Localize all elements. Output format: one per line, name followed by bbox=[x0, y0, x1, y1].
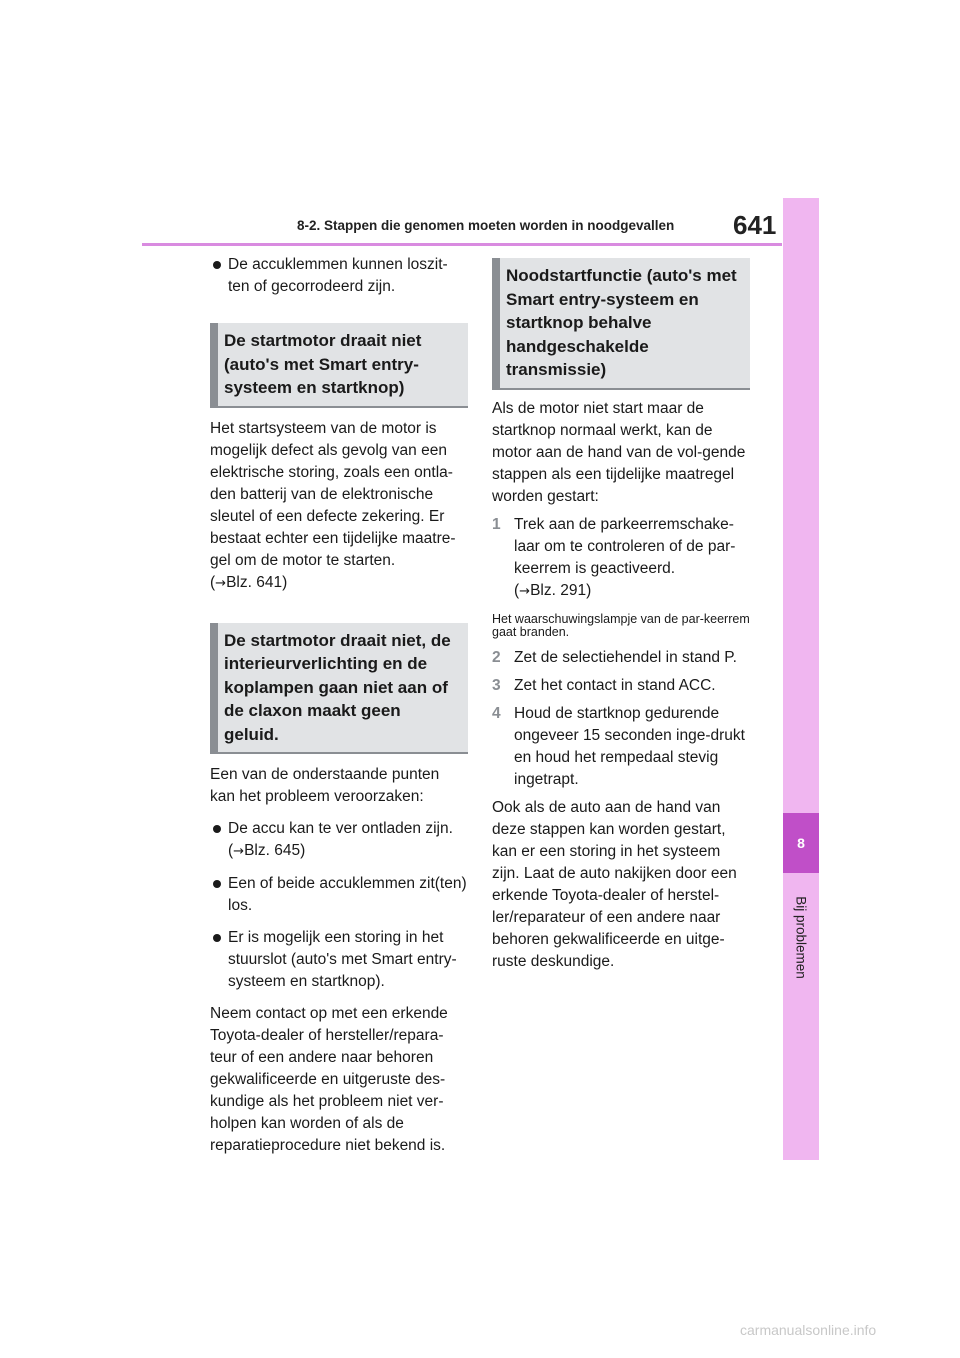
step1-ref-link[interactable]: Blz. 291) bbox=[530, 581, 592, 599]
step-4 bbox=[492, 703, 750, 791]
left-column bbox=[210, 250, 468, 1157]
step-2 bbox=[492, 647, 750, 669]
step-number: 2 bbox=[492, 648, 501, 666]
header-title: 8-2. Stappen die genomen moeten worden in noodgevallen bbox=[297, 218, 675, 233]
emergency-closing: Ook als de auto aan de hand van deze stappen kan worden gestart, kan er een storing in het systeem zijn. Laat de auto nakijken door een erkende Toyota-dealer of herstel-ler/reparateur of een andere naar behoren gekwalificeerde en uitge-ruste deskundige. bbox=[492, 798, 737, 970]
step-number: 3 bbox=[492, 676, 501, 694]
section1-reference: (→Blz. 641) bbox=[210, 573, 288, 591]
section-heading-emergency-start: Noodstartfunctie (auto's met Smart entry-systeem en startknop behalve handgeschakelde transmissie) bbox=[492, 258, 750, 390]
bullet-steering-lock: Er is mogelijk een storing in het stuurslot (auto's met Smart entry-systeem en startknop). bbox=[210, 927, 468, 993]
chapter-label: Bij problemen bbox=[793, 896, 809, 979]
emergency-intro: Als de motor niet start maar de startknop normaal werkt, kan de motor aan de hand van de vol-gende stappen als een tijdelijke maatregel worden gestart: bbox=[492, 399, 746, 505]
arrow-icon: → bbox=[215, 575, 227, 591]
step-text: Zet het contact in stand ACC. bbox=[514, 676, 716, 694]
step-text: Houd de startknop gedurende ongeveer 15 seconden inge-drukt en houd het rempedaal stevig ingetrapt. bbox=[514, 704, 745, 788]
step-1: 1 Trek aan de parkeerremschake-laar om te controleren of de par-keerrem is geactiveerd. (→Blz. 291) bbox=[492, 515, 736, 599]
bullet-battery-discharged: De accu kan te ver ontladen zijn. (→Blz. 645) bbox=[210, 818, 468, 863]
page-number: 641 bbox=[733, 210, 777, 240]
section1-ref-link[interactable]: Blz. 641) bbox=[226, 573, 288, 591]
step-text: Trek aan de parkeerremschake-laar om te controleren of de par-keerrem is geactiveerd. bbox=[514, 515, 736, 577]
arrow-icon: → bbox=[233, 844, 245, 859]
bullet1-text: De accu kan te ver ontladen zijn. bbox=[228, 820, 453, 837]
section2-closing: Neem contact op met een erkende Toyota-dealer of hersteller/repara-teur of een andere naar behoren gekwalificeerde en uitgeruste des-kundige als het probleem niet ver-holpen kan worden of als de reparatieprocedure niet bekend is. bbox=[210, 1005, 448, 1154]
footer-watermark: carmanualsonline.info bbox=[740, 1322, 877, 1338]
section1-body: Het startsysteem van de motor is mogelijk defect als gevolg van een elektrische storing, zoals een ontla-den batterij van de elektronische sleutel of een defecte zekering. Er bestaat echter een tijdelijke maatre-gel om de motor te starten. bbox=[210, 419, 456, 569]
chapter-number: 8 bbox=[797, 835, 805, 851]
header-rule bbox=[142, 243, 782, 246]
bullet1-ref-link[interactable]: Blz. 645) bbox=[244, 842, 306, 859]
step-number: 4 bbox=[492, 704, 501, 722]
right-column bbox=[492, 250, 750, 973]
arrow-icon: → bbox=[519, 583, 531, 599]
section2-intro: Een van de onderstaande punten kan het probleem veroorzaken: bbox=[210, 766, 440, 805]
step1-note: Het waarschuwingslampje van de par-keerrem gaat branden. bbox=[492, 611, 750, 639]
side-tab bbox=[783, 198, 819, 1160]
section-heading-starter-smart-entry: De startmotor draait niet (auto's met Smart entry-systeem en startknop) bbox=[210, 323, 468, 408]
bullet-loose-terminals: Een of beide accuklemmen zit(ten) los. bbox=[210, 873, 468, 917]
step-text: Zet de selectiehendel in stand P. bbox=[514, 648, 737, 666]
bullet-battery-terminals: De accuklemmen kunnen loszit-ten of gecorrodeerd zijn. bbox=[210, 254, 468, 298]
step-3 bbox=[492, 675, 750, 697]
step-number: 1 bbox=[492, 515, 501, 533]
section-heading-no-power: De startmotor draait niet, de interieurverlichting en de koplampen gaan niet aan of de claxon maakt geen geluid. bbox=[210, 623, 468, 755]
